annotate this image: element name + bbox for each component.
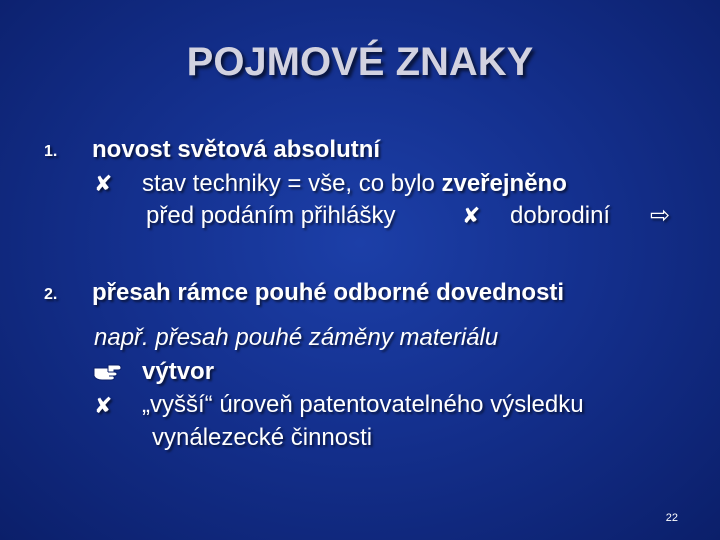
item-number-2: 2.: [44, 286, 58, 303]
outline-right-arrow-icon: ⇨: [650, 201, 671, 229]
x-mark-icon: ✘: [462, 204, 481, 229]
item-2-example: např. přesah pouhé záměny materiálu: [94, 324, 499, 351]
slide-title: POJMOVÉ ZNAKY: [186, 40, 534, 84]
item-1-line-1: [142, 170, 567, 198]
pointing-hand-icon: [92, 362, 122, 382]
item-1-line-1-bold: zveřejněno: [441, 170, 567, 197]
x-mark-icon: ✘: [94, 394, 113, 419]
item-1-line-2: před podáním přihlášky: [146, 202, 396, 229]
item-1-line-1-text: stav techniky = vše, co bylo: [142, 170, 442, 197]
item-2-heading: přesah rámce pouhé odborné dovednosti: [92, 279, 565, 306]
item-2-point-1: výtvor: [142, 358, 215, 385]
item-1-line-2-after: dobrodiní: [510, 202, 611, 229]
item-1-heading: novost světová absolutní: [92, 136, 381, 163]
x-mark-icon: ✘: [94, 172, 113, 197]
item-2-point-2-line-1: „vyšší“ úroveň patentovatelného výsledku: [142, 391, 584, 418]
item-2-point-2-line-2: vynálezecké činnosti: [152, 424, 373, 451]
page-number: 22: [665, 512, 678, 524]
item-number-1: 1.: [44, 143, 58, 160]
